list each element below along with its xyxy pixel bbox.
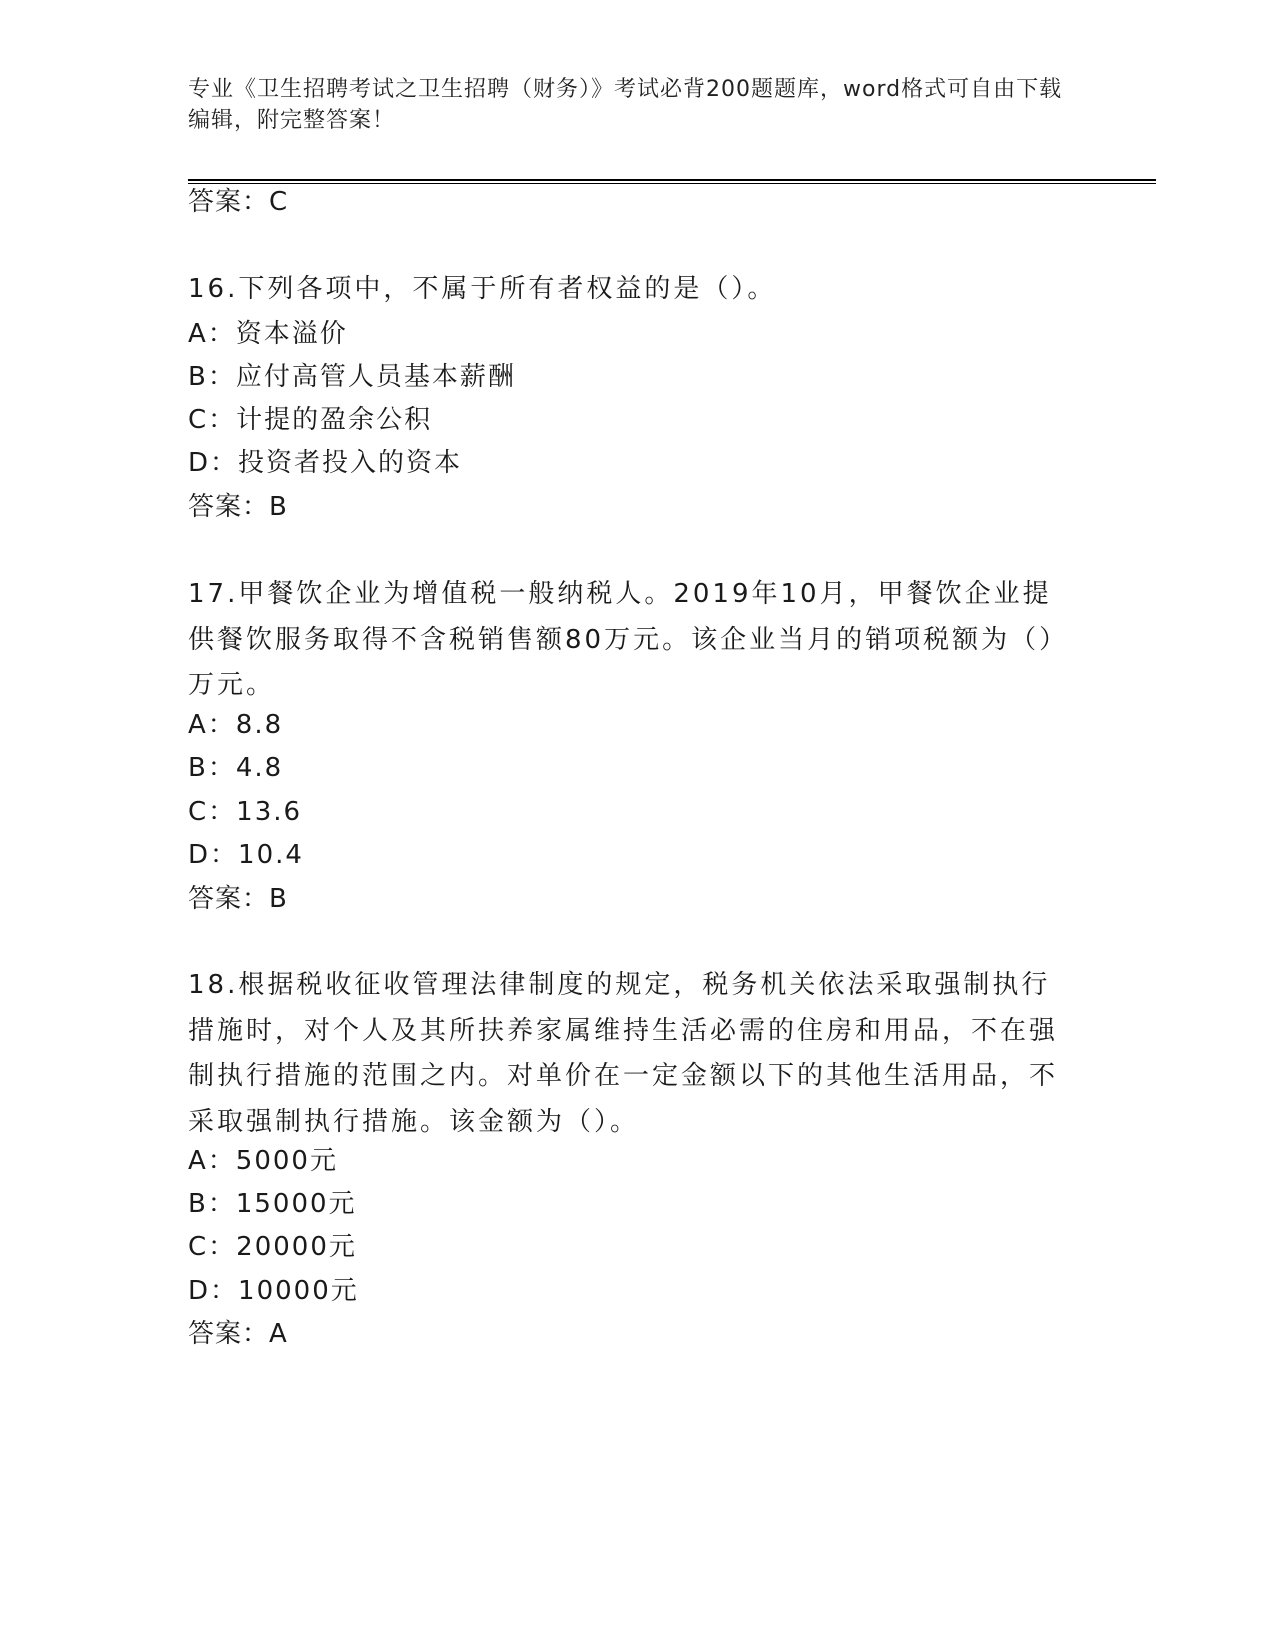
question-stem: 16.下列各项中，不属于所有者权益的是（）。	[188, 274, 777, 304]
answer-line: 答案：B	[188, 884, 288, 914]
header-divider-thick	[188, 179, 1156, 181]
header-divider-thin	[188, 183, 1156, 184]
answer-line: 答案：B	[188, 492, 288, 522]
option-b: B：应付高管人员基本薪酬	[188, 362, 516, 392]
option-a: A：资本溢价	[188, 319, 348, 349]
document-header: 专业《卫生招聘考试之卫生招聘（财务）》考试必背200题题库，word格式可自由下载编辑，附完整答案！	[188, 77, 1063, 133]
option-a: A：8.8	[188, 710, 284, 740]
option-c: C：计提的盈余公积	[188, 405, 433, 435]
option-d: D：投资者投入的资本	[188, 448, 463, 478]
question-stem: 17.甲餐饮企业为增值税一般纳税人。2019年10月，甲餐饮企业提供餐饮服务取得不含税销售额80万元。该企业当月的销项税额为（）万元。	[188, 579, 1069, 700]
option-c: C：13.6	[188, 797, 303, 827]
answer-line: 答案：A	[188, 1319, 288, 1349]
answer-line: 答案：C	[188, 187, 289, 217]
option-c: C：20000元	[188, 1232, 357, 1262]
option-a: A：5000元	[188, 1146, 338, 1176]
option-d: D：10000元	[188, 1276, 359, 1306]
option-d: D：10.4	[188, 840, 304, 870]
option-b: B：15000元	[188, 1189, 357, 1219]
option-b: B：4.8	[188, 753, 284, 783]
question-stem: 18.根据税收征收管理法律制度的规定，税务机关依法采取强制执行措施时，对个人及其所扶养家属维持生活必需的住房和用品，不在强制执行措施的范围之内。对单价在一定金额以下的其他生活用品，不采取强制执行措施。该金额为（）。	[188, 970, 1059, 1137]
